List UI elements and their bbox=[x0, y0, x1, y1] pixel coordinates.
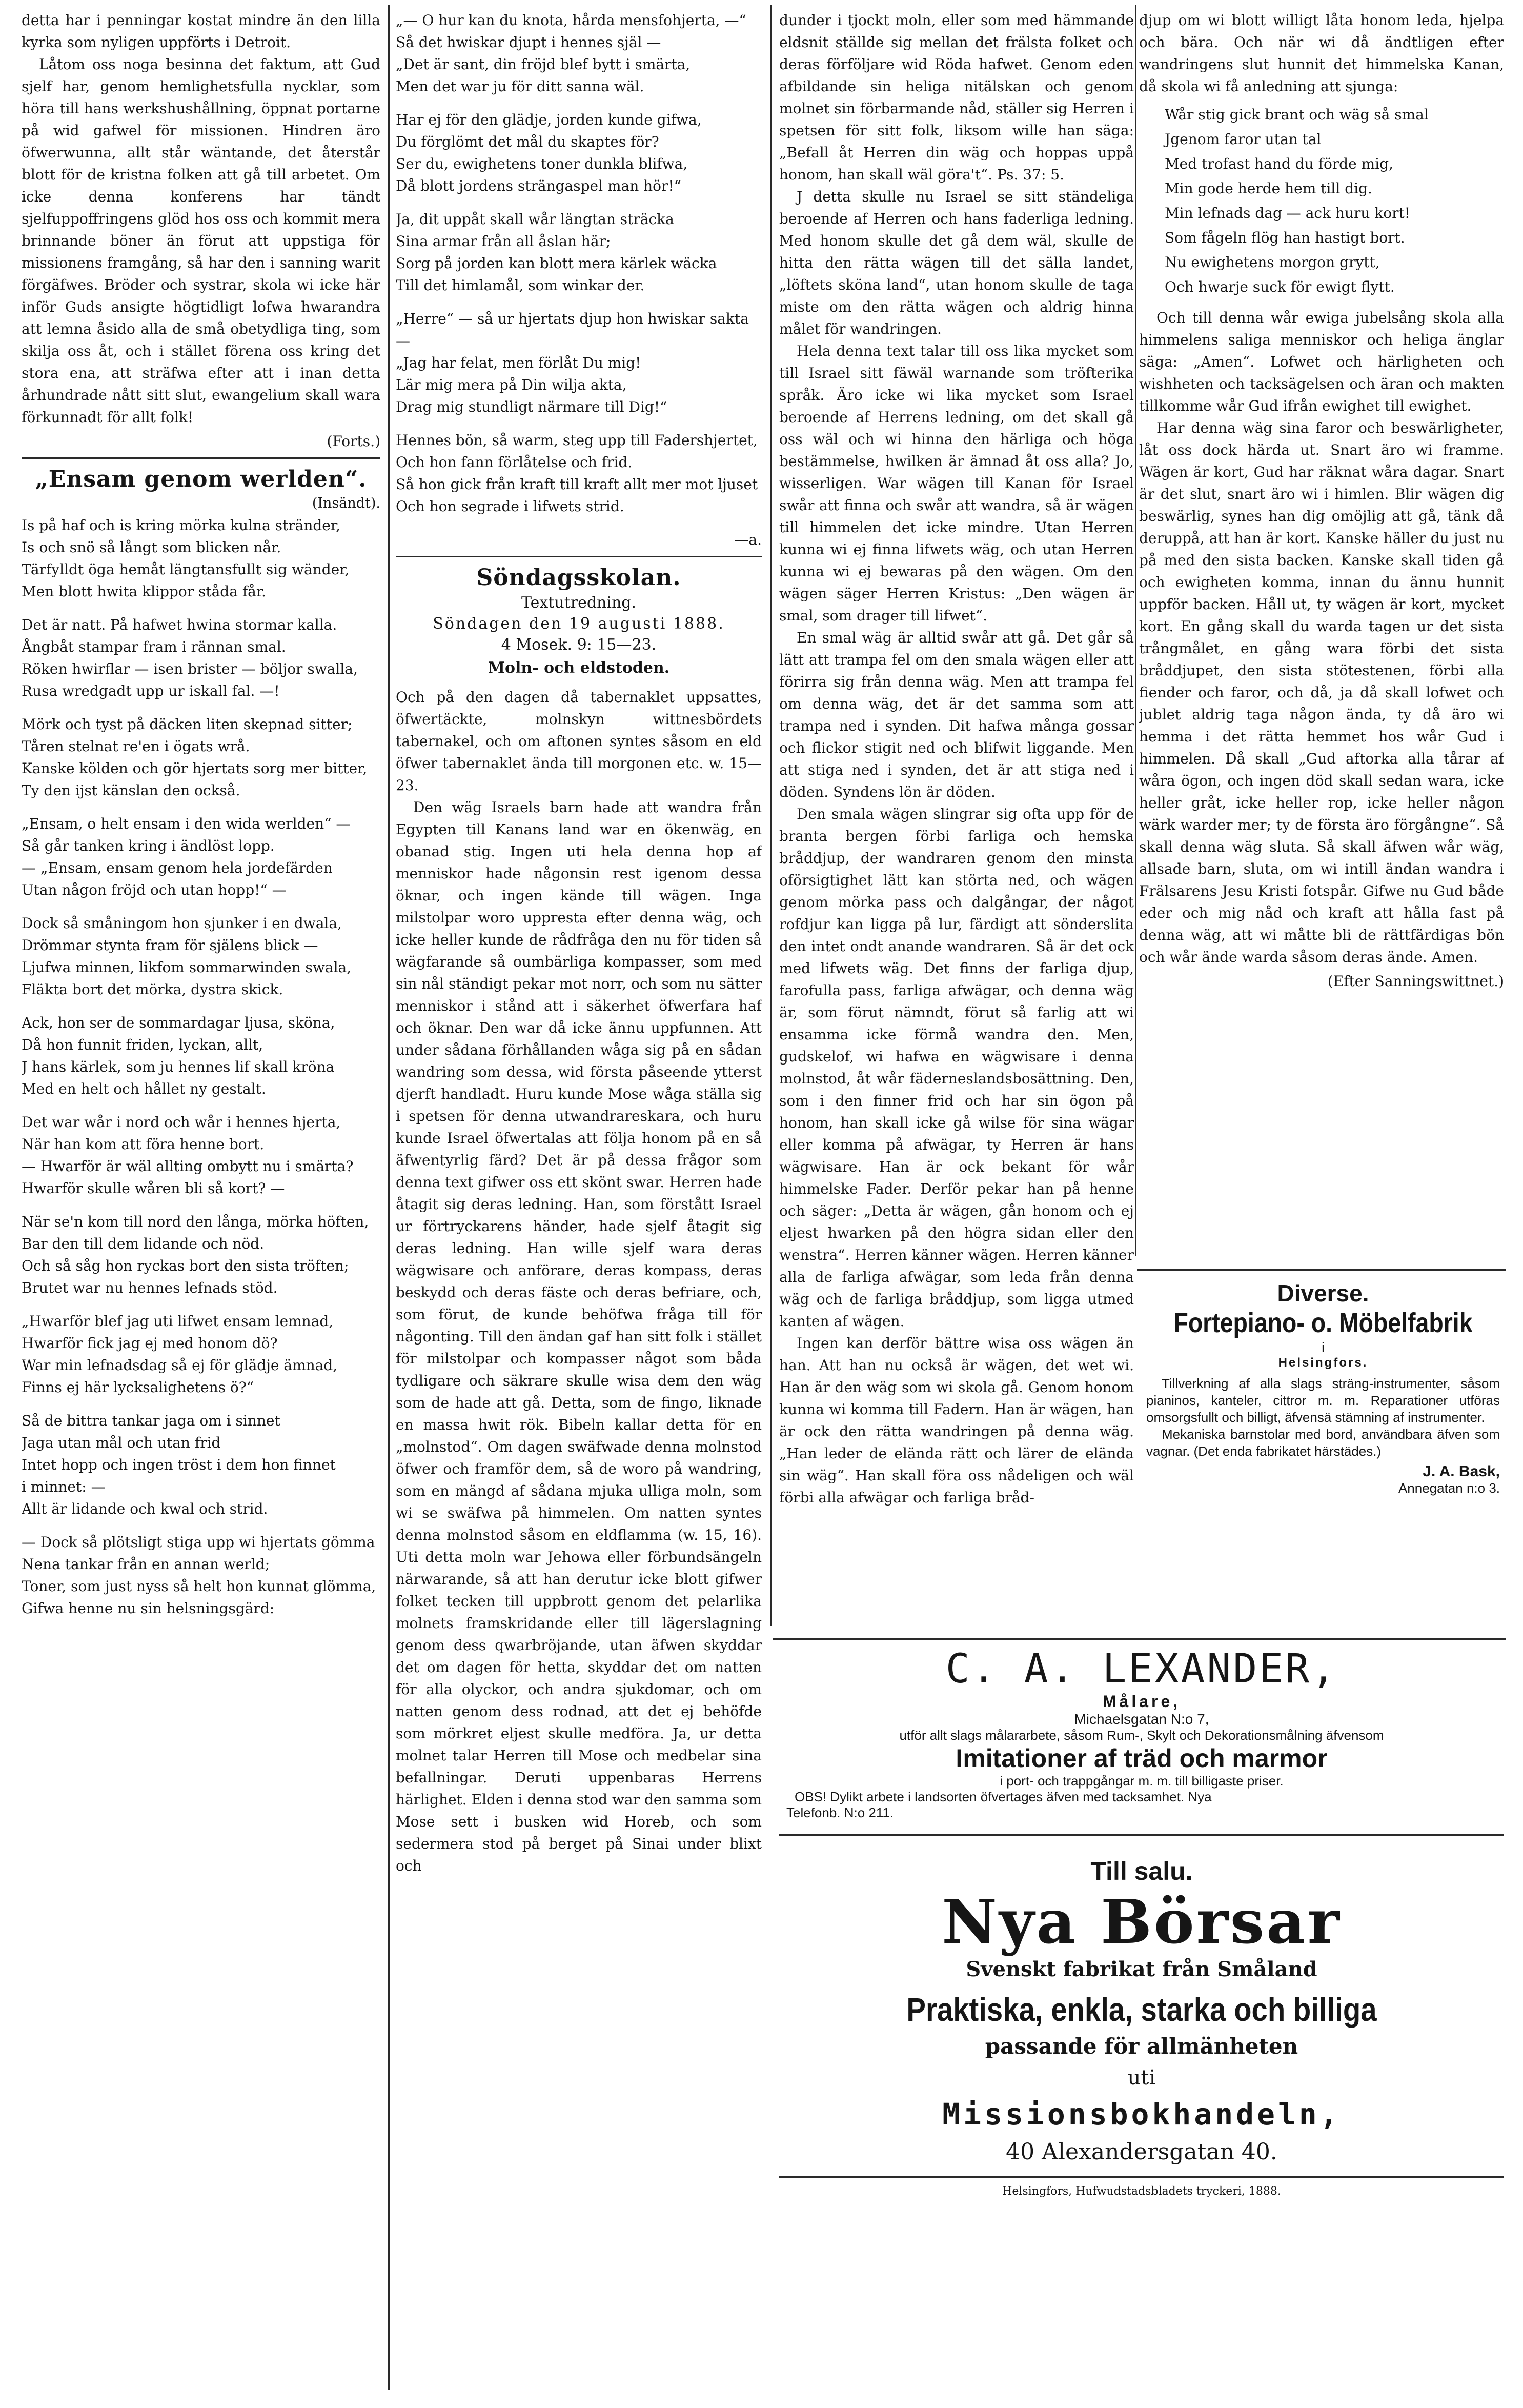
product-origin: Svenskt fabrikat från Småland bbox=[966, 1957, 1317, 1981]
poem-stanza: Det är natt. På hafwet hwina stormar kalla. Ångbåt stampar fram i rännan smal. Röken hwirflar — isen brister — böljor swalla, Rusa wredgadt upp ur iskall fal. —! bbox=[22, 616, 358, 699]
poem-stanza: Ja, dit uppåt skall wår längtan sträcka Sina armar från all åslan här; Sorg på jorden kan blott mera kärlek wäcka Till det himlamål, som winkar der. bbox=[396, 211, 717, 294]
paragraph: dunder i tjockt moln, eller som med hämmande eldsnit ställde sig mellan det frälsta folket och deras förföljare wid Röda hafwet. Genom eden afbildande sin heliga nitälskan och genom molnet sin förbarmande nåd, ställer sig Herren i spetsen för sitt folk, liksom wille han säga: „Befall åt Herren din wäg och hoppas uppå honom, han skall wäl göra't“. Ps. 37: 5. bbox=[779, 12, 1134, 183]
paragraph: djup om wi blott willigt låta honom leda, hjelpa och bära. Och när wi då ändtligen efter wandringens slut hunnit det himmelska Kanan, då skola wi få anledning att sjunga: bbox=[1139, 12, 1504, 95]
column-4 bbox=[1139, 9, 1504, 1267]
ad-body: Mekaniska barnstolar med bord, användbara äfven som vagnar. (Det enda fabrikatet härstädes.) bbox=[1146, 1427, 1500, 1459]
poem-stanza: „Hwarför blef jag uti lifwet ensam lemnad, Hwarför fick jag ej med honom dö? War min lefnadsdag så ej för glädje ämnad, Finns ej här lycksalighetens ö?“ bbox=[22, 1313, 338, 1396]
divider bbox=[779, 1834, 1504, 1836]
shop-name: Missionsbokhandeln, bbox=[942, 2097, 1341, 2132]
paragraph: Låtom oss noga besinna det faktum, att Gud sjelf har, genom hemlighetsfulla nycklar, som höra till hans werkshushållning, öppnat portarne på wid gafwel för missionen. Hindren äro öfwerwunna, allt står wäntande, det återstår blott för de kristna folken att gå till arbetet. Om icke denna konferens har tändt sjelfuppoffringens glöd hos oss och kommit mera brinnande böner än förut att uppstiga för missionens framgång, så har den i sanning warit förgäfwes. Bröder och systrar, skola wi icke här inför Guds ansigte högtidligt lofwa hwarandra att lemna åsido alla de små obetydliga ting, som skilja oss åt, och i stället förena oss kring det stora ena, att sträfwa efter att i inan detta århundrade nått sitt slut, ewangelium skall wara förkunnadt för allt folk! bbox=[22, 56, 380, 426]
poem-source: (Insändt). bbox=[312, 495, 380, 511]
painter-services: utför allt slags målararbete, såsom Rum-, Skylt och Dekorationsmålning äfvensom bbox=[899, 1728, 1384, 1743]
poem-stanza: Det war wår i nord och wår i hennes hjerta, När han kom att föra henne bort. — Hwarför är wäl allting ombytt nu i smärta? Hwarför skulle wåren bli så kort? — bbox=[22, 1114, 354, 1197]
poem-stanza: Hennes bön, så warm, steg upp till Fadershjertet, Och hon fann förlåtelse och frid. Så hon gick från kraft till kraft allt mer mot ljuset Och hon segrade i lifwets strid. bbox=[396, 432, 758, 515]
paragraph: J detta skulle nu Israel se sitt ständeliga beroende af Herren och hans faderliga ledning. Med honom skulle det gå dem wäl, skulle de hitta den rätta wägen till det sälla landet, „löftets sköna land“, utan honom skulle de taga miste om den rätta wägen och aldrig hinna målet för wandringen. bbox=[779, 188, 1134, 337]
column-3 bbox=[779, 9, 1134, 1624]
ad-address: Annegatan n:o 3. bbox=[1398, 1480, 1500, 1496]
poem-stanza: Har ej för den glädje, jorden kunde gifwa, Du förglömt det mål du skaptes för? Ser du, ewighetens toner dunkla blifwa, Då blott jordens strängaspel man hör!“ bbox=[396, 111, 702, 194]
ad-purses bbox=[779, 1856, 1504, 2165]
scripture-reference: 4 Mosek. 9: 15—23. bbox=[501, 636, 657, 654]
ad-connector: uti bbox=[1127, 2066, 1156, 2090]
poem-stanza: „Ensam, o helt ensam i den wida werlden“ — Så går tanken kring i ändlöst lopp. — „Ensam, ensam genom hela jordefärden Utan någon fröjd och utan hopp!“ — bbox=[22, 815, 351, 898]
section-rule bbox=[773, 1638, 1506, 1640]
paragraph: Den wäg Israels barn hade att wandra från Egypten till Kanans land war en ökenwäg, en obanad stig. Ingen uti hela denna hop af menniskor hade någonsin rest igenom dessa öknar, och ingen kände till wägen. Inga milstolpar woro uppresta efter denna wäg, och icke heller kunde de rådfråga den nu för tiden så wägfarande så oumbärliga kompasser, som med sin nål ständigt pekar mot norr, och som nu sätter menniskor i stånd att i säkerhet öfwerfara haf och öknar. Den war då icke ännu uppfunnen. Att under sådana förhållanden wåga sig på en sådan wandring som dessa, wid första påseende ytterst djerft handladt. Huru kunde Mose wåga ställa sig i spetsen för denna utwandrareskara, och huru kunde Israel öfwertalas att följa honom på en så äfwentyrlig färd? Det är på dessa frågor som denna text gifwer oss ett skönt swar. Herren hade åtagit sig deras ledning. Han, som förstått Israel ur förtryckarens händer, hade sjelf åtagit sig deras ledning. Han wille sjelf wara deras wägwisare och anförare, deras kompass, deras beskydd och deras fäste och deras befriare, och, som förut, de kunde behöfwa fråga till för någonting. Till den ändan gaf han sitt folk i stället för milstolpar och kompasser något som båda tydligare och säkrare skulle wisa dem den wäg som de hade att gå. Detta, som de fingo, liknade en massa hwit rök. Bibeln kallar detta för en „molnstod“. Om dagen swäfwade denna molnstod öfwer och framför dem, så de woro på wandring, som en mängd af sådana mjuka ulliga moln, som wi se swäfwa på himmelen. Om natten syntes denna molnstod såsom en eldflamma (w. 15, 16). Uti detta moln war Jehowa eller förbundsängeln närwarande, så att han derutur icke blott gifwer folket tecken till uppbrott genom det pelarlika molnets framskridande eller till lägerslagning genom dess qwarbröjande, utan äfwen skyddar det om dagen för hetta, skyddar det om natten för alla olyckor, och andra sjukdomar, och om natten genom dess rodnad, att det ej behöfde som mörkret eljest skulle medföra. Ja, ur detta molnet talar Herren till Mose och medbelar sina befallningar. Deruti uppenbaras Herrens härlighet. Elden i denna stod war den samma som Mose sett i busken wid Horeb, och som sedermera stod på berget på Sinai under blixt och bbox=[396, 799, 762, 1874]
poem-stanza: Ack, hon ser de sommardagar ljusa, sköna, Då hon funnit friden, lyckan, allt, J hans kärlek, som ju hennes lif skall kröna Med en helt och hållet ny gestalt. bbox=[22, 1014, 335, 1097]
printer-imprint: Helsingfors, Hufwudstadsbladets tryckeri, 1888. bbox=[1002, 2185, 1281, 2198]
column-2 bbox=[396, 9, 762, 2399]
source-note: (Efter Sanningswittnet.) bbox=[1327, 973, 1504, 990]
painter-phone: Telefonb. N:o 211. bbox=[786, 1805, 894, 1820]
section-subtitle: Textutredning. bbox=[521, 594, 637, 612]
product-qualities: Praktiska, enkla, starka och billiga bbox=[906, 1991, 1377, 2028]
section-title: Söndagsskolan. bbox=[476, 565, 681, 591]
ad-piano-factory bbox=[1146, 1279, 1500, 1633]
column-rule bbox=[770, 5, 772, 1626]
company-name: Fortepiano- o. Möbelfabrik bbox=[1173, 1308, 1473, 1338]
sale-heading: Till salu. bbox=[1090, 1857, 1193, 1885]
ad-heading: Diverse. bbox=[1277, 1280, 1369, 1307]
paragraph: En smal wäg är alltid swår att gå. Det går så lätt att trampa fel om den smala wägen eller att förirra sig från denna wäg. Men att trampa fel om denna wäg, det är det samma som att trampa ned i synden. Dit hafwa många gossar och flickor stigit ned och blifwit liggande. Men att stiga ned i synden, det är att stiga ned i döden. Syndens lön är döden. bbox=[779, 629, 1134, 800]
column-rule bbox=[1135, 5, 1136, 1256]
lesson-title: Moln- och eldstoden. bbox=[488, 659, 670, 677]
poem-stanza: „— O hur kan du knota, hårda mensfohjerta, —“ Så det hwiskar djupt i hennes själ — „Det är sant, din fröjd blef bytt i smärta, Men det war ju för ditt sanna wäl. bbox=[396, 12, 746, 95]
poem-stanza: När se'n kom till nord den långa, mörka höften, Bar den till dem lidande och nöd. Och så såg hon ryckas bort den sista tröften; Brutet war nu hennes lefnads stöd. bbox=[22, 1213, 369, 1296]
painter-role: Målare, bbox=[1102, 1692, 1181, 1711]
paragraph: Har denna wäg sina faror och beswärligheter, låt oss dock härda ut. Snart äro wi framme. Wägen är kort, Gud har räknat wåra dagar. Snart är det slut, snart äro wi i himlen. Blir wägen dig beswärlig, synes han dig omöjlig att gå, tänk då deruppå, att han är kort. Kanske häller du just nu på med den sista backen. Kanske skall tiden gå och ewigheten komma, innan du ännu hunnit uppför backen. Håll ut, ty wägen är kort, mycket kort. En gång skall du warda tagen ur det sista trångmålet, en gång wara förbi det sista bråddjupet, den sista stötestenen, förbi alla fiender och faror, och då, ja då skall lofwet och jublet aldrig taga någon ända, ty då äro wi hemma i det rätta hemmet hos wår Gud i himmelen. Då skall „Gud aftorka alla tårar af wåra ögon, och ingen död skall sedan wara, icke heller gråt, icke heller rop, icke heller någon wärk warder mer; ty de första äro förgångne“. Så skall denna wäg sluta. Så skall äfwen wår wäg, allsade barn, sluta, om wi intill ändan wandra i Frälsarens Jesu Kristi fotspår. Gifwe nu Gud både eder och mig nåd och kraft att hålla fast på denna wäg, att wi måtte bli de rättfärdigas bön och wår ände warda såsom deras ände. Amen. bbox=[1139, 419, 1504, 966]
poem-stanza: Så de bittra tankar jaga om i sinnet Jaga utan mål och utan frid Intet hopp och ingen tröst i dem hon finnet i minnet: — Allt är lidande och kwal och strid. bbox=[22, 1412, 336, 1517]
product-name: Nya Börsar bbox=[942, 1886, 1342, 1957]
poem-stanza: „Herre“ — så ur hjertats djup hon hwiskar sakta — „Jag har felat, men förlåt Du mig! Lär mig mera på Din wilja akta, Drag mig stundligt närmare till Dig!“ bbox=[396, 310, 749, 415]
ad-body: Tillverkning af alla slags sträng-instrumenter, såsom pianinos, kanteler, cittror m. m. Reparationer utföras omsorgsfullt och billigt, äfvensä stämning af instrumenter. bbox=[1146, 1376, 1500, 1425]
poem-stanza: Is på haf och is kring mörka kulna stränder, Is och snö så långt som blicken når. Tärfylldt öga hemåt längtansfullt sig wänder, Men blott hwita klippor ståda får. bbox=[22, 517, 350, 600]
poem-stanza: — Dock så plötsligt stiga upp wi hjertats gömma Nena tankar från en annan werld; Toner, som just nyss så helt hon kunnat glömma, Gifwa henne nu sin helsningsgärd: bbox=[22, 1534, 376, 1617]
paragraph: Och till denna wår ewiga jubelsång skola alla himmelens saliga menniskor och heliga änglar säga: „Amen“. Lofwet och härligheten och wishheten och tacksägelsen och äran och makten tillkomme wår Gud ifrån ewighet till ewighet. bbox=[1139, 309, 1504, 414]
shop-address: 40 Alexandersgatan 40. bbox=[1006, 2139, 1277, 2165]
poem-title: „Ensam genom werlden“. bbox=[35, 466, 367, 492]
paragraph: Den smala wägen slingrar sig ofta upp för de branta bergen förbi farliga och hemska bråddjup, der wandraren genom den minsta oförsigtighet lätt kan störta ned, och wägen genom mörka pass och dalgångar, der något rofdjur kan ligga på lur, färdigt att sönderslita den intet ondt anande wandraren. Så är det ock med lifwets wäg. Det finns der farliga djup, farofulla pass, farliga afwägar, och denna wäg är, som förut nämndt, förut så farlig att wi ensamma icke förmå wandra den. Men, gudskelof, wi hafwa en wägwisare i denna molnstod, åt wår fäderneslandsbosättning. Den, som i den finner frid och har sin ögon på honom, han skall icke gå wilse för sina wägar eller komma på afwägar, ty Herren är hans wägwisare. Han är ock bekant för wår himmelske Fader. Derför pekar han på henne och säger: „Detta är wägen, gån honom och ej eljest hwarken på den högra sidan eller den wenstra“. Herren känner wägen. Herren känner alla de farliga afwägar, som leda från denna wäg och de farliga bråddjup, som ligga utmed kanten af wägen. bbox=[779, 806, 1134, 1330]
paragraph: Ingen kan derför bättre wisa oss wägen än han. Att han nu också är wägen, det wet wi. Han är den wäg som wi skola gå. Genom honom kunna wi komma till Fadern. Han är wägen, han är ock den rätta wandringen på denna wäg. „Han leder de elända rätt och lärer de elända sin wäg“. Han skall föra oss nådeligen och wäl förbi alla afwägar och farliga bråd- bbox=[779, 1335, 1134, 1506]
ad-connector: i bbox=[1322, 1339, 1325, 1355]
paragraph: detta har i penningar kostat mindre än den lilla kyrka som nyligen uppförts i Detroit. bbox=[22, 12, 380, 51]
painter-name: C. A. LEXANDER, bbox=[945, 1646, 1338, 1692]
ad-signature: J. A. Bask, bbox=[1423, 1463, 1500, 1480]
continued-note: (Forts.) bbox=[327, 433, 380, 450]
painter-note: OBS! Dylikt arbete i landsorten öfvertages äfven med tacksamhet. Nya bbox=[795, 1789, 1212, 1804]
painter-prices: i port- och trappgångar m. m. till billigaste priser. bbox=[1000, 1773, 1284, 1789]
poem-stanza: Dock så småningom hon sjunker i en dwala, Drömmar stynta fram för själens blick — Ljufwa minnen, likfom sommarwinden swala, Fläkta bort det mörka, dystra skick. bbox=[22, 915, 352, 998]
divider bbox=[779, 2176, 1504, 2178]
divider bbox=[22, 457, 380, 459]
paragraph: Och på den dagen då tabernaklet uppsattes, öfwertäckte, molnskyn wittnesbördets tabernakel, och om aftonen syntes såsom en eld öfwer tabernaklet ända till morgonen etc. w. 15—23. bbox=[396, 689, 762, 794]
product-audience: passande för allmänheten bbox=[985, 2034, 1298, 2059]
painter-address: Michaelsgatan N:o 7, bbox=[1074, 1711, 1209, 1727]
poem-stanza: Mörk och tyst på däcken liten skepnad sitter; Tåren stelnat re'en i ögats wrå. Kanske kölden och gör hjertats sorg mer bitter, Ty den ijst känslan den också. bbox=[22, 716, 368, 799]
ad-painter bbox=[779, 1646, 1504, 1821]
section-rule bbox=[1137, 1269, 1506, 1271]
column-rule bbox=[388, 5, 390, 2390]
poem-signature: —a. bbox=[734, 531, 762, 548]
sunday-date: Söndagen den 19 augusti 1888. bbox=[433, 615, 725, 633]
hymn-verse: Wår stig gick brant och wäg så smal Jgenom faror utan tal Med trofast hand du förde mig, Min gode herde hem till dig. Min lefnads dag — ack huru kort! Som fågeln flög han hastigt bort. Nu ewighetens morgon grytt, Och hwarje suck för ewigt flytt. bbox=[1165, 106, 1429, 295]
column-1 bbox=[22, 9, 380, 2399]
divider bbox=[396, 556, 762, 557]
painter-headline: Imitationer af träd och marmor bbox=[956, 1744, 1328, 1773]
ad-city: Helsingfors. bbox=[1278, 1356, 1368, 1370]
paragraph: Hela denna text talar till oss lika mycket som till Israel sitt fäwäl warnande som tröfterika språk. Äro icke wi lika mycket som Israel beroende af Herrens ledning, om det skall gå oss wäl och wi hinna den härliga och höga bestämmelse, hwilken är ämnad åt oss alla? Jo, wisserligen. War wägen till Kanan för Israel swår att finna och swår att wandra, så är wägen till himmelen det icke mindre. Utan Herren kunna wi ej finna lifwets wäg, och utan Herren kunna wi ej bewaras på den wägen. Om den wägen säger Herren Kristus: „Den wägen är smal, som drager till lifwet“. bbox=[779, 343, 1134, 624]
bottom-advertisements bbox=[779, 1646, 1504, 2403]
